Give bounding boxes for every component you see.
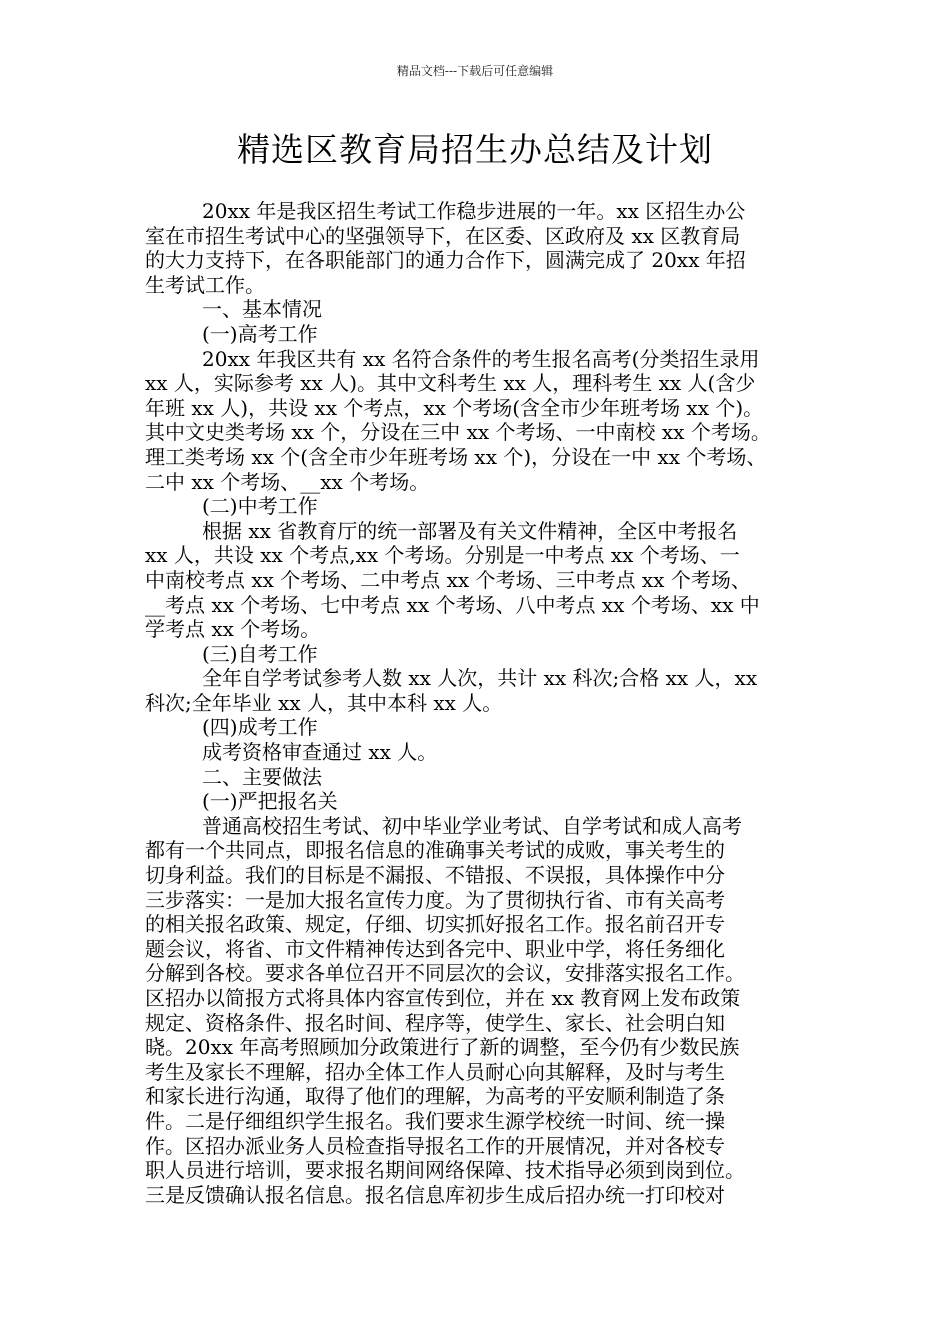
section-heading: 二、主要做法 <box>202 764 322 789</box>
document-body <box>145 199 815 1207</box>
section-heading: 一、基本情况 <box>202 297 322 322</box>
body-line: 和家长进行沟通，取得了他们的理解，为高考的平安顺利制造了条 <box>145 1084 725 1109</box>
subsection-heading: (一)严把报名关 <box>202 789 338 814</box>
body-line: __考点 xx 个考场、七中考点 xx 个考场、八中考点 xx 个考场、xx 中 <box>145 592 760 617</box>
body-line: 20xx 年我区共有 xx 名符合条件的考生报名高考(分类招生录用 <box>202 346 760 371</box>
body-line: 题会议，将省、市文件精神传达到各完中、职业中学，将任务细化 <box>145 936 725 961</box>
body-line: 分解到各校。要求各单位召开不同层次的会议，安排落实报名工作。 <box>145 961 745 986</box>
page-header-note: 精品文档---下载后可任意编辑 <box>396 64 554 78</box>
body-line: xx 人，共设 xx 个考点,xx 个考场。分别是一中考点 xx 个考场、一 <box>145 543 740 568</box>
subsection-heading: (四)成考工作 <box>202 715 318 740</box>
body-line: 三是反馈确认报名信息。报名信息库初步生成后招办统一打印校对 <box>145 1182 725 1207</box>
body-line: 切身利益。我们的目标是不漏报、不错报、不误报，具体操作中分 <box>145 863 725 888</box>
body-line: 中南校考点 xx 个考场、二中考点 xx 个考场、三中考点 xx 个考场、 <box>145 567 751 592</box>
body-line: 的相关报名政策、规定，仔细、切实抓好报名工作。报名前召开专 <box>145 912 725 937</box>
body-line: 规定、资格条件、报名时间、程序等，使学生、家长、社会明白知 <box>145 1010 725 1035</box>
subsection-heading: (二)中考工作 <box>202 494 318 519</box>
body-line: 全年自学考试参考人数 xx 人次，共计 xx 科次;合格 xx 人，xx <box>202 666 758 691</box>
body-line: xx 人，实际参考 xx 人)。其中文科考生 xx 人，理科考生 xx 人(含少 <box>145 371 756 396</box>
body-line: 三步落实：一是加大报名宣传力度。为了贯彻执行省、市有关高考 <box>145 887 725 912</box>
body-line: 件。二是仔细组织学生报名。我们要求生源学校统一时间、统一操 <box>145 1108 725 1133</box>
body-line: 区招办以简报方式将具体内容宣传到位，并在 xx 教育网上发布政策 <box>145 986 741 1010</box>
body-line: 的大力支持下，在各职能部门的通力合作下，圆满完成了 20xx 年招 <box>145 248 746 273</box>
body-line: 二中 xx 个考场、__xx 个考场。 <box>145 469 430 494</box>
body-line: 普通高校招生考试、初中毕业学业考试、自学考试和成人高考 <box>202 813 742 838</box>
body-line: 科次;全年毕业 xx 人，其中本科 xx 人。 <box>145 690 503 715</box>
document-title: 精选区教育局招生办总结及计划 <box>237 130 713 169</box>
subsection-heading: (三)自考工作 <box>202 641 318 666</box>
body-line: 晓。20xx 年高考照顾加分政策进行了新的调整，至今仍有少数民族 <box>145 1035 740 1060</box>
body-line: 室在市招生考试中心的坚强领导下，在区委、区政府及 xx 区教育局 <box>145 223 741 248</box>
body-line: 考生及家长不理解，招办全体工作人员耐心向其解释，及时与考生 <box>145 1059 725 1084</box>
body-line: 作。区招办派业务人员检查指导报名工作的开展情况，并对各校专 <box>145 1133 725 1158</box>
body-line: 生考试工作。 <box>145 272 265 297</box>
subsection-heading: (一)高考工作 <box>202 321 318 346</box>
body-line: 理工类考场 xx 个(含全市少年班考场 xx 个)，分设在一中 xx 个考场、 <box>145 444 767 469</box>
body-line: 都有一个共同点，即报名信息的准确事关考试的成败，事关考生的 <box>145 838 725 863</box>
body-line: 职人员进行培训，要求报名期间网络保障、技术指导必须到岗到位。 <box>145 1158 745 1183</box>
body-line: 学考点 xx 个考场。 <box>145 617 321 642</box>
body-line: 根据 xx 省教育厅的统一部署及有关文件精神，全区中考报名 <box>202 518 738 543</box>
body-line: 其中文史类考场 xx 个，分设在三中 xx 个考场、一中南校 xx 个考场。 <box>145 420 771 445</box>
body-line: 成考资格审查通过 xx 人。 <box>202 740 438 765</box>
body-line: 20xx 年是我区招生考试工作稳步进展的一年。xx 区招生办公 <box>202 199 746 223</box>
body-line: 年班 xx 人)，共设 xx 个考点，xx 个考场(含全市少年班考场 xx 个)。 <box>145 395 764 420</box>
